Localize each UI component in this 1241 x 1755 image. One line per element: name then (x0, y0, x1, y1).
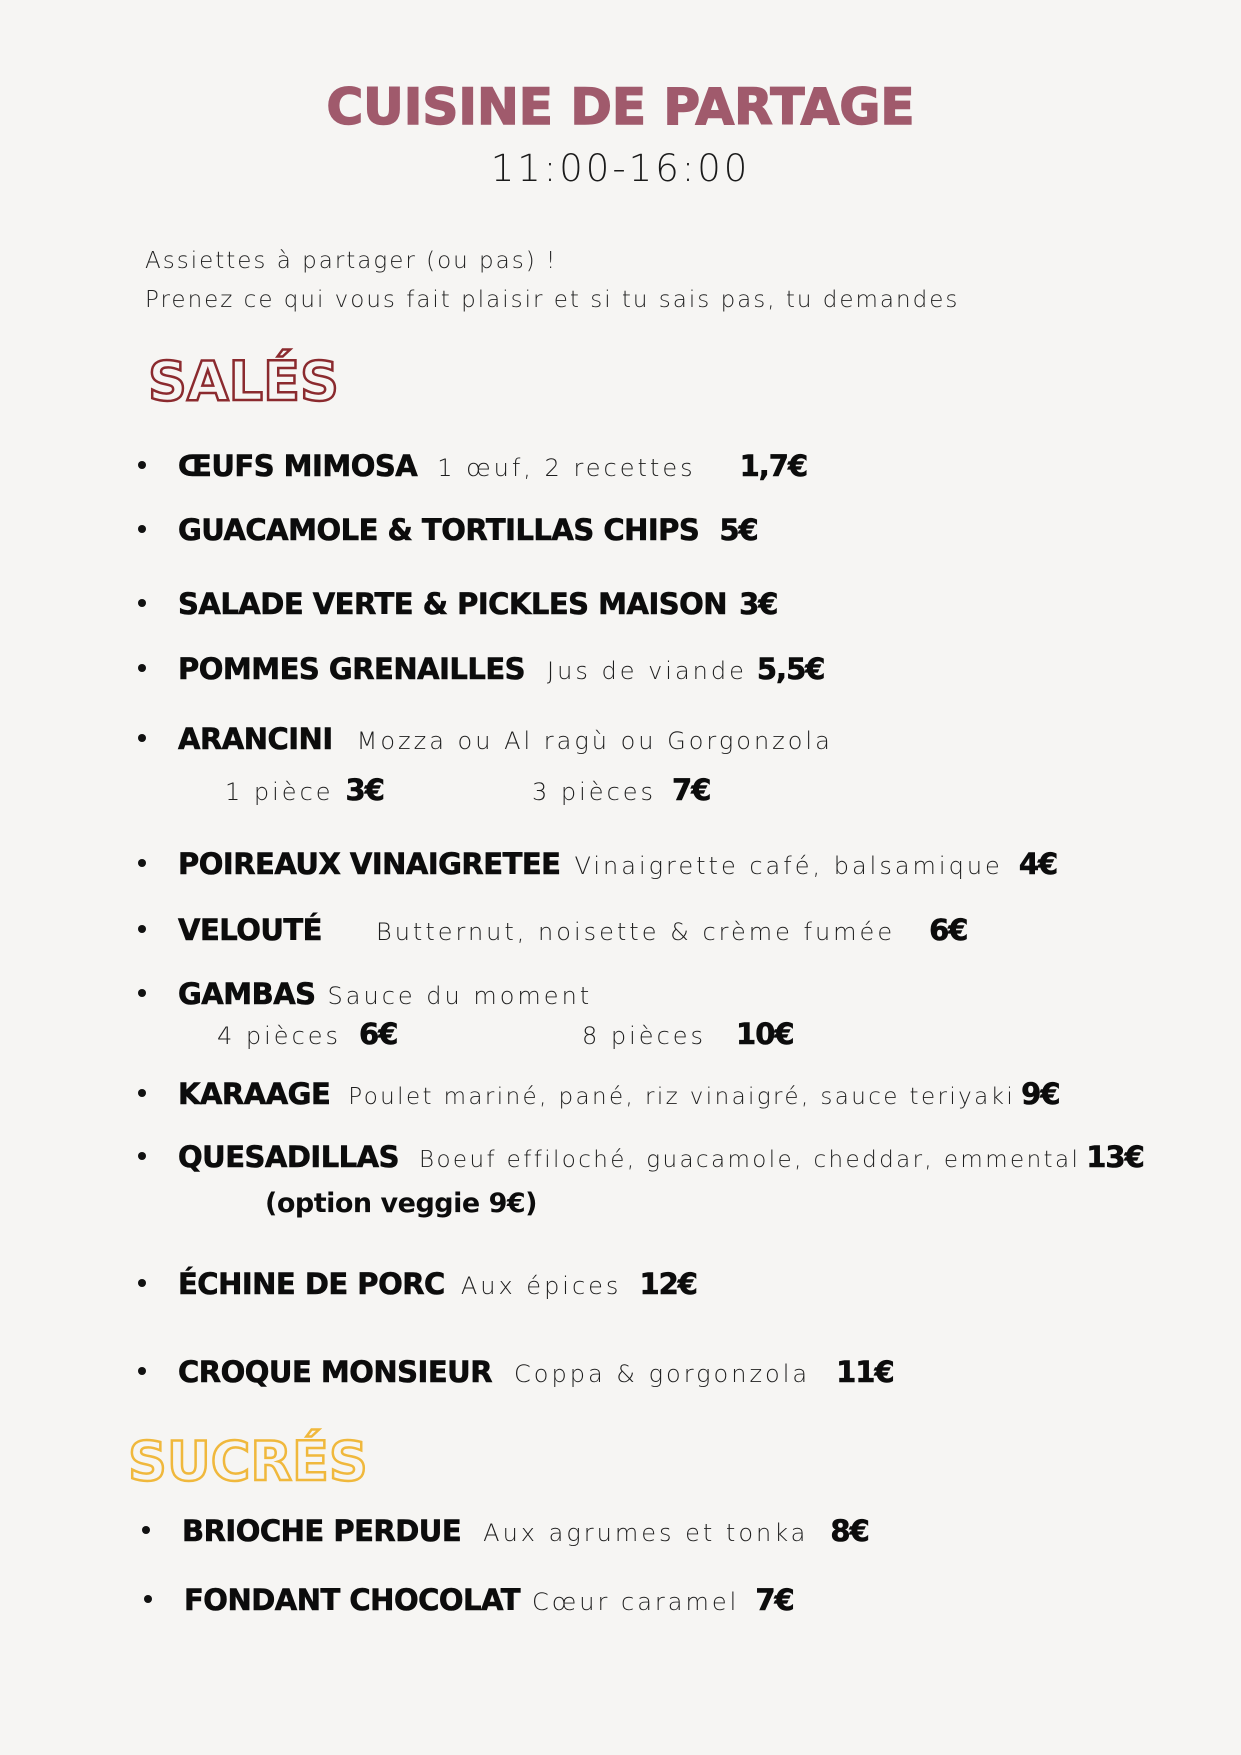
option-price: 10€ (736, 1017, 794, 1051)
bullet-icon (138, 1279, 146, 1287)
item-price: 13€ (1086, 1140, 1144, 1174)
item-name: BRIOCHE PERDUE (182, 1514, 462, 1548)
item-price: 11€ (836, 1355, 894, 1389)
menu-item (138, 913, 968, 947)
item-name: GUACAMOLE & TORTILLAS CHIPS (178, 513, 700, 547)
item-description: Mozza ou Al ragù ou Gorgonzola (356, 727, 833, 755)
item-name: POIREAUX VINAIGRETEE (178, 847, 561, 881)
item-price: 3€ (739, 587, 778, 621)
item-name: GAMBAS (178, 977, 316, 1011)
item-name: QUESADILLAS (178, 1140, 399, 1174)
bullet-icon (138, 925, 146, 933)
option-label: 8 pièces (582, 1022, 707, 1050)
item-price: 5,5€ (756, 652, 825, 686)
item-price: 5€ (719, 513, 758, 547)
bullet-icon (138, 859, 146, 867)
item-name: FONDANT CHOCOLAT (184, 1583, 520, 1617)
bullet-icon (138, 989, 146, 997)
item-name: VELOUTÉ (178, 913, 322, 947)
item-description: Vinaigrette café, balsamique (574, 852, 1003, 880)
item-option (532, 773, 711, 807)
item-description: Coppa & gorgonzola (514, 1360, 811, 1388)
item-name: ARANCINI (178, 722, 333, 756)
item-description: Aux épices (460, 1272, 622, 1300)
menu-item (138, 977, 593, 1011)
menu-item (138, 449, 808, 483)
menu-item (138, 587, 778, 621)
item-description: Sauce du moment (327, 982, 593, 1010)
item-price: 1,7€ (739, 449, 808, 483)
option-price: 3€ (345, 773, 384, 807)
item-option (217, 1017, 398, 1051)
bullet-icon (144, 1595, 152, 1603)
bullet-icon (138, 461, 146, 469)
item-price: 9€ (1021, 1077, 1060, 1111)
option-price: 6€ (359, 1017, 398, 1051)
bullet-icon (138, 1089, 146, 1097)
item-price: 12€ (639, 1267, 697, 1301)
menu-item (138, 513, 758, 547)
option-label: 4 pièces (217, 1022, 342, 1050)
bullet-icon (138, 734, 146, 742)
menu-item (138, 652, 825, 686)
item-price: 7€ (755, 1583, 794, 1617)
bullet-icon (138, 1152, 146, 1160)
intro-line-1: Assiettes à partager (ou pas) ! (145, 248, 558, 274)
section-title-sucres: SUCRÉS (128, 1430, 368, 1493)
intro-line-2: Prenez ce qui vous fait plaisir et si tu sais pas, tu demandes (145, 287, 960, 313)
item-description: 1 œuf, 2 recettes (437, 454, 696, 482)
option-label: 3 pièces (532, 778, 657, 806)
section-title-sales: SALÉS (148, 350, 339, 413)
item-name: ŒUFS MIMOSA (178, 449, 418, 483)
bullet-icon (142, 1526, 150, 1534)
menu-item (144, 1583, 794, 1617)
item-name: CROQUE MONSIEUR (178, 1355, 493, 1389)
item-option (225, 773, 384, 807)
veggie-option-note: (option veggie 9€) (265, 1188, 537, 1219)
item-name: POMMES GRENAILLES (178, 652, 526, 686)
menu-item (138, 1077, 1060, 1111)
menu-item (138, 1140, 1144, 1174)
item-description: Boeuf effiloché, guacamole, cheddar, emmental (419, 1147, 1081, 1173)
item-description: Jus de viande (547, 657, 747, 685)
option-label: 1 pièce (225, 778, 334, 806)
bullet-icon (138, 599, 146, 607)
item-price: 4€ (1018, 847, 1058, 881)
item-name: SALADE VERTE & PICKLES MAISON (178, 587, 728, 621)
item-option (582, 1017, 794, 1051)
menu-title: CUISINE DE PARTAGE (326, 78, 915, 136)
item-name: KARAAGE (178, 1077, 331, 1111)
bullet-icon (138, 1367, 146, 1375)
bullet-icon (138, 664, 146, 672)
item-price: 6€ (929, 913, 968, 947)
menu-item (138, 1355, 894, 1389)
opening-hours: 11:00-16:00 (490, 147, 751, 190)
menu-item (138, 1267, 697, 1301)
item-description: Aux agrumes et tonka (483, 1519, 809, 1547)
item-description: Cœur caramel (532, 1588, 740, 1616)
menu-item (138, 847, 1058, 881)
item-price: 8€ (830, 1514, 869, 1548)
item-name: ÉCHINE DE PORC (178, 1267, 445, 1301)
option-price: 7€ (672, 773, 711, 807)
intro-text (145, 242, 959, 320)
menu-item (142, 1514, 869, 1548)
item-description: Butternut, noisette & crème fumée (376, 918, 896, 946)
item-description: Poulet mariné, pané, riz vinaigré, sauce teriyaki (348, 1084, 1016, 1110)
bullet-icon (138, 525, 146, 533)
menu-item (138, 722, 833, 756)
